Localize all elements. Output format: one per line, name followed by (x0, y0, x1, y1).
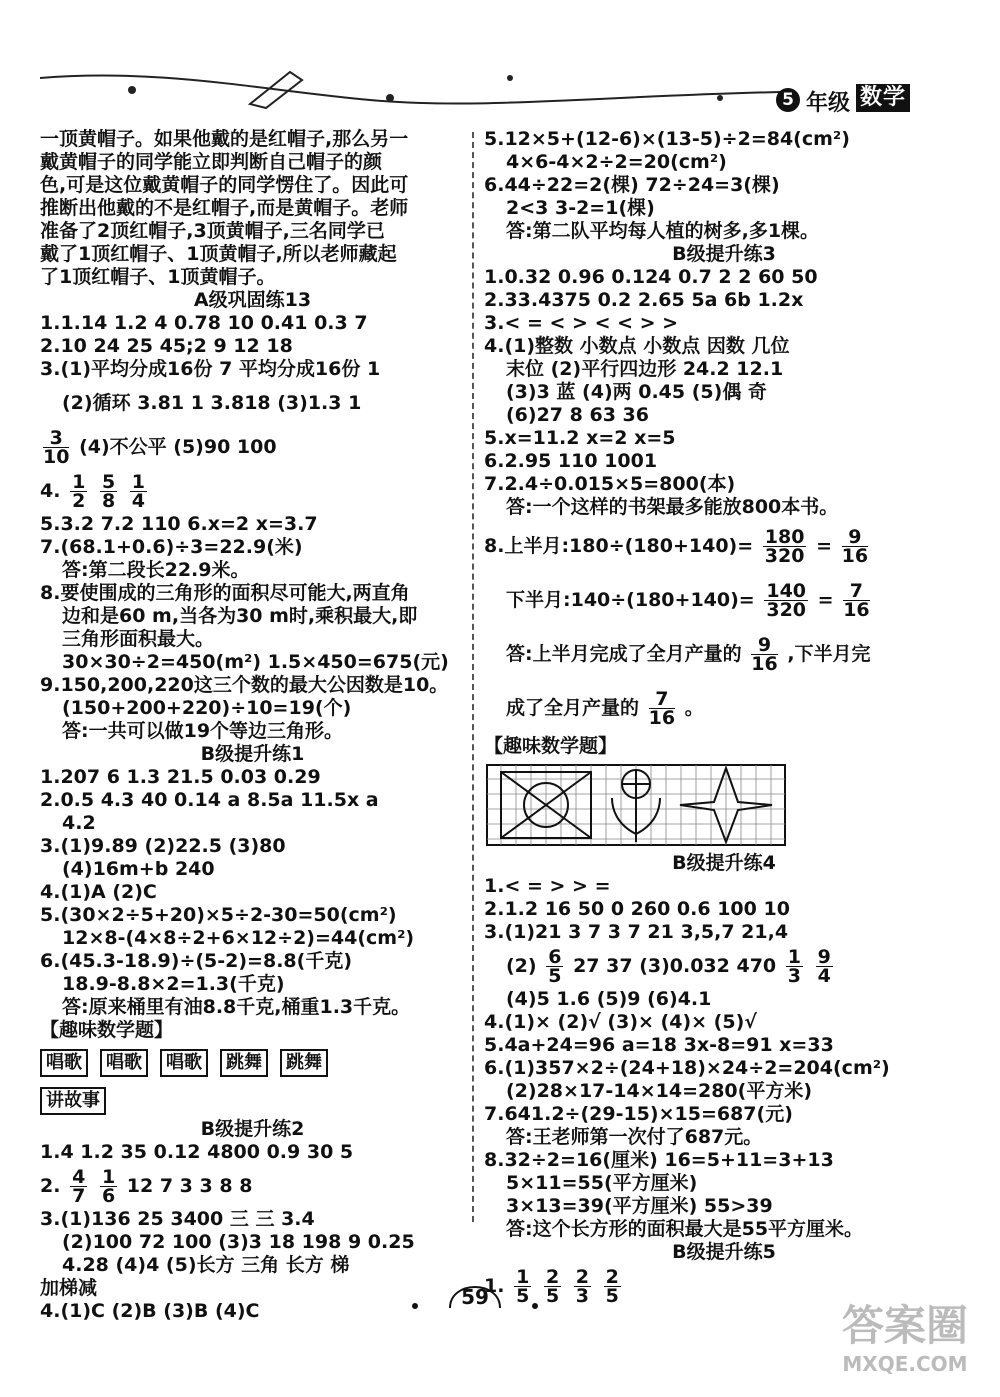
answer-line: 4.28 (4)4 (5)长方 三角 长方 梯 (62, 1254, 350, 1276)
fraction: $\frac{7}{16}$ (648, 688, 676, 729)
answer-line: 下半月:140÷(180+140)= $\frac{140}{320}$ = $\frac{7}{16}$ (506, 580, 870, 621)
fraction: $\frac{1}{6}$ (101, 1166, 116, 1207)
answer-line: 8.要使围成的三角形的面积尽可能大,两直角 (40, 582, 410, 604)
header-decoration (40, 60, 780, 120)
section-title: 【趣味数学题】 (40, 1019, 174, 1041)
answer-line: 末位 (2)平行四边形 24.2 12.1 (506, 358, 784, 380)
answer-line: 答:上半月完成了全月产量的 $\frac{9}{16}$ ,下半月完 (506, 634, 871, 675)
answer-line: 9.150,200,220这三个数的最大公因数是10。 (40, 674, 449, 696)
answer-line: 6.44÷22=2(棵) 72÷24=3(棵) (484, 174, 780, 196)
fraction: $\frac{5}{8}$ (101, 471, 116, 512)
answer-line: 4.(1)整数 小数点 小数点 因数 几位 (484, 335, 790, 357)
answer-line: 2<3 3-2=1(棵) (506, 197, 655, 219)
answer-line: 3.< = < > < < > > (484, 312, 679, 334)
answer-line: 加梯减 (40, 1277, 98, 1299)
subject-label: 数学 (856, 84, 910, 112)
answer-line: 答:王老师第一次付了687元。 (506, 1126, 763, 1148)
answer-line: 3×13=39(平方厘米) 55>39 (506, 1195, 773, 1217)
column-divider (472, 132, 474, 1222)
answer-line: 4.(1)C (2)B (3)B (4)C (40, 1300, 260, 1322)
grade-label: 年级 (806, 91, 851, 116)
answer-line: 6.(1)357×2÷(24+18)×24÷2=204(cm²) (484, 1057, 890, 1079)
answer-line: 5.12×5+(12-6)×(13-5)÷2=84(cm²) (484, 128, 850, 150)
fraction: $\frac{1}{5}$ (516, 1266, 530, 1307)
answer-line: (150+200+220)÷10=19(个) (62, 697, 352, 719)
fraction: $\frac{3}{10}$ (43, 427, 70, 468)
answer-line: (2)循环 3.81 1 3.818 (3)1.3 1 (62, 392, 362, 414)
answer-line: 4. $\frac{1}{2}$ $\frac{5}{8}$ $\frac{1}{4}$ (40, 471, 146, 512)
answer-line: 答:一共可以做19个等边三角形。 (62, 720, 344, 742)
answer-box: 跳舞 (280, 1049, 328, 1077)
section-title: B级提升练1 (200, 743, 305, 765)
fraction: $\frac{2}{3}$ (575, 1266, 590, 1307)
answer-line: 8.上半月:180÷(180+140)= $\frac{180}{320}$ = $\frac{9}{16}$ (484, 526, 869, 567)
left-column (40, 128, 465, 1323)
text-line: 一顶黄帽子。如果他戴的是红帽子,那么另一 (40, 128, 409, 150)
grid-drawing-figure (486, 764, 786, 846)
section-title: A级巩固练13 (193, 289, 312, 311)
answer-line: (6)27 8 63 36 (506, 404, 649, 426)
page-number: 59 (461, 1285, 489, 1309)
answer-line: (4)16m+b 240 (62, 858, 215, 880)
text-line: 准备了2顶红帽子,3顶黄帽子,三名同学已 (40, 220, 385, 242)
answer-line: 5.3.2 7.2 110 6.x=2 x=3.7 (40, 513, 318, 535)
answer-line: $\frac{3}{10}$ (4)不公平 (5)90 100 (43, 427, 277, 468)
answer-line: (2)28×17-14×14=280(平方米) (506, 1080, 813, 1102)
answer-line: 答:第二队平均每人植的树多,多1棵。 (506, 220, 820, 242)
fun-answer-boxes (40, 1084, 465, 1118)
answer-line: 4.(1)A (2)C (40, 881, 157, 903)
right-column (484, 128, 964, 1308)
answer-box: 跳舞 (220, 1049, 268, 1077)
answer-line: 5.x=11.2 x=2 x=5 (484, 427, 676, 449)
answer-line: 2.1.2 16 50 0 260 0.6 100 10 (484, 898, 790, 920)
fun-answer-boxes (40, 1046, 465, 1080)
answer-line: 答:原来桶里有油8.8千克,桶重1.3千克。 (62, 996, 411, 1018)
answer-line: 7.2.4÷0.015×5=800(本) (484, 473, 736, 495)
answer-line: 5×11=55(平方厘米) (506, 1172, 698, 1194)
fraction: $\frac{9}{16}$ (841, 526, 869, 567)
answer-line: 1.< = > > = (484, 875, 611, 897)
fraction: $\frac{180}{320}$ (764, 526, 805, 567)
fraction: $\frac{1}{3}$ (787, 946, 802, 987)
answer-line: 7.(68.1+0.6)÷3=22.9(米) (40, 536, 303, 558)
answer-line: 答:一个这样的书架最多能放800本书。 (506, 496, 839, 518)
text-line: 戴黄帽子的同学能立即判断自己帽子的颜 (40, 151, 383, 173)
fraction: $\frac{140}{320}$ (766, 580, 807, 621)
answer-line: 2.10 24 25 45;2 9 12 18 (40, 335, 293, 357)
answer-line: 3.(1)平均分成16份 7 平均分成16份 1 (40, 358, 381, 380)
answer-line: 1.207 6 1.3 21.5 0.03 0.29 (40, 766, 321, 788)
text-line: 戴了1顶红帽子、1顶黄帽子,所以老师藏起 (40, 243, 397, 265)
answer-line: 答:这个长方形的面积最大是55平方厘米。 (506, 1218, 864, 1240)
answer-line: 3.(1)9.89 (2)22.5 (3)80 (40, 835, 286, 857)
answer-line: 边和是60 m,当各为30 m时,乘积最大,即 (62, 605, 418, 627)
answer-box: 讲故事 (40, 1087, 106, 1115)
section-title: B级提升练2 (200, 1118, 305, 1140)
answer-line: 答:第二段长22.9米。 (62, 559, 250, 581)
text-line: 了1顶红帽子、1顶黄帽子。 (40, 266, 276, 288)
fraction: $\frac{6}{5}$ (548, 946, 562, 987)
section-title: B级提升练4 (672, 852, 776, 874)
answer-line: (3)3 蓝 (4)两 0.45 (5)偶 奇 (506, 381, 767, 403)
answer-line: 6.2.95 110 1001 (484, 450, 658, 472)
watermark-text: 答案圈 (841, 1301, 968, 1350)
answer-line: 3.(1)136 25 3400 三 三 3.4 (40, 1208, 315, 1230)
answer-box: 唱歌 (40, 1049, 88, 1077)
answer-line: 4.2 (62, 812, 96, 834)
fraction: $\frac{4}{7}$ (72, 1166, 86, 1207)
answer-line: 1. $\frac{1}{5}$ $\frac{2}{5}$ $\frac{2}{3}$ $\frac{2}{5}$ (484, 1266, 619, 1307)
answer-line: 1.1.14 1.2 4 0.78 10 0.41 0.3 7 (40, 312, 368, 334)
fraction: $\frac{9}{4}$ (817, 946, 831, 987)
answer-line: 4×6-4×2÷2=20(cm²) (506, 151, 727, 173)
watermark-logo (820, 1300, 990, 1390)
answer-line: 3.(1)21 3 7 3 7 21 3,5,7 21,4 (484, 921, 789, 943)
fraction: $\frac{9}{16}$ (751, 634, 778, 675)
answer-line: (2)100 72 100 (3)3 18 198 9 0.25 (62, 1231, 415, 1253)
answer-line: 1.0.32 0.96 0.124 0.7 2 2 60 50 (484, 266, 818, 288)
answer-line: 2.0.5 4.3 40 0.14 a 8.5a 11.5x a (40, 789, 379, 811)
section-title: B级提升练3 (672, 243, 776, 265)
answer-box: 唱歌 (160, 1049, 208, 1077)
answer-line: 2. $\frac{4}{7}$ $\frac{1}{6}$ 12 7 3 3 8 8 (40, 1166, 253, 1207)
answer-line: 三角形面积最大。 (62, 628, 215, 650)
section-title: 【趣味数学题】 (484, 735, 618, 757)
fraction: $\frac{2}{5}$ (605, 1266, 619, 1307)
answer-line: 12×8-(4×8÷2+6×12÷2)=44(cm²) (62, 927, 415, 949)
fraction: $\frac{1}{2}$ (72, 471, 86, 512)
answer-line: (2) $\frac{6}{5}$ 27 37 (3)0.032 470 $\frac{1}{3}$ $\frac{9}{4}$ (506, 946, 831, 987)
text-line: 推断出他戴的不是红帽子,而是黄帽子。老师 (40, 197, 409, 219)
answer-line: 5.(30×2÷5+20)×5÷2-30=50(cm²) (40, 904, 397, 926)
grade-number-badge: 5 (776, 88, 800, 112)
answer-line: 4.(1)× (2)√ (3)× (4)× (5)√ (484, 1011, 757, 1033)
answer-box: 唱歌 (100, 1049, 148, 1077)
section-title: B级提升练5 (672, 1241, 776, 1263)
answer-line: 5.4a+24=96 a=18 3x-8=91 x=33 (484, 1034, 834, 1056)
fraction: $\frac{7}{16}$ (843, 580, 870, 621)
answer-line: 2.33.4375 0.2 2.65 5a 6b 1.2x (484, 289, 804, 311)
answer-line: 18.9-8.8×2=1.3(千克) (62, 973, 285, 995)
answer-line: (4)5 1.6 (5)9 (6)4.1 (506, 988, 712, 1010)
fraction: $\frac{1}{4}$ (131, 471, 146, 512)
answer-line: 6.(45.3-18.9)÷(5-2)=8.8(千克) (40, 950, 353, 972)
answer-line: 30×30÷2=450(m²) 1.5×450=675(元) (62, 651, 449, 673)
answer-line: 7.641.2÷(29-15)×15=687(元) (484, 1103, 793, 1125)
watermark-url: MXQE.COM (842, 1352, 968, 1376)
answer-line: 1.4 1.2 35 0.12 4800 0.9 30 5 (40, 1141, 354, 1163)
text-line: 色,可是这位戴黄帽子的同学愣住了。因此可 (40, 174, 409, 196)
answer-line: 8.32÷2=16(厘米) 16=5+11=3+13 (484, 1149, 834, 1171)
answer-line: 成了全月产量的 $\frac{7}{16}$ 。 (506, 688, 704, 729)
fraction: $\frac{2}{5}$ (545, 1266, 560, 1307)
